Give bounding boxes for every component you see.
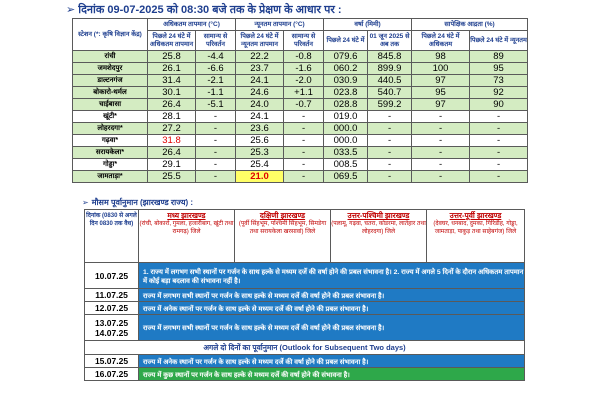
cell-max: 26.4 bbox=[148, 147, 196, 159]
cell-rhn: 90 bbox=[470, 99, 528, 111]
cell-minc: - bbox=[284, 171, 324, 183]
cell-r24: 000.0 bbox=[324, 135, 368, 147]
observation-table bbox=[72, 18, 528, 183]
cell-rhx: - bbox=[412, 159, 470, 171]
cell-max: 27.2 bbox=[148, 123, 196, 135]
table-row bbox=[73, 111, 528, 123]
cell-r24: 033.5 bbox=[324, 147, 368, 159]
table-row bbox=[73, 171, 528, 183]
cell-rs: 845.8 bbox=[368, 51, 412, 63]
min-24-header: पिछले 24 घंटे में न्यूनतम तापमान bbox=[236, 31, 284, 51]
cell-min: 25.6 bbox=[236, 135, 284, 147]
date-header: दिनांक (0830 से अगले दिन 0830 तक वैध) bbox=[85, 210, 139, 263]
cell-rhx: - bbox=[412, 135, 470, 147]
cell-rhx: 98 bbox=[412, 51, 470, 63]
forecast-table bbox=[84, 209, 525, 381]
table-row bbox=[73, 159, 528, 171]
forecast-text: 1. राज्य में लगभग सभी स्थानों पर गर्जन के साथ हल्के से मध्यम दर्जे की वर्षा होने की प्रबल संभावना है। 2. राज्य में अगले 5 दिनों के दौरान अधिकतम तापमान में कोई बड़ा बदलाव की संभावना नहीं है। bbox=[139, 263, 525, 289]
northeast-districts: (देवघर, धनबाद, दुमका, गिरिडीह, गोड्डा, जामताड़ा, पाकुड़ तथा साहेबगंज) जिले bbox=[433, 221, 518, 235]
forecast-row bbox=[85, 263, 525, 289]
cell-rs: - bbox=[368, 147, 412, 159]
cell-minc: - bbox=[284, 147, 324, 159]
cell-rs: 540.7 bbox=[368, 87, 412, 99]
table-row bbox=[73, 63, 528, 75]
cell-rhn: - bbox=[470, 123, 528, 135]
arrow-icon: ➢ bbox=[66, 4, 76, 16]
cell-station: सरायकेला* bbox=[73, 147, 148, 159]
max-temp-header: अधिकतम तापमान (°C) bbox=[148, 19, 236, 31]
forecast-row bbox=[85, 302, 525, 315]
cell-r24: 060.2 bbox=[324, 63, 368, 75]
table-row bbox=[73, 147, 528, 159]
cell-maxc: - bbox=[196, 147, 236, 159]
cell-r24: 069.5 bbox=[324, 171, 368, 183]
cell-rs: 440.5 bbox=[368, 75, 412, 87]
cell-max: 28.1 bbox=[148, 111, 196, 123]
cell-maxc: -5.1 bbox=[196, 99, 236, 111]
table-row bbox=[73, 51, 528, 63]
rain-24-header: पिछले 24 घंटे में bbox=[324, 31, 368, 51]
cell-station: बोकारो-थर्मल bbox=[73, 87, 148, 99]
central-header bbox=[139, 210, 235, 263]
cell-rhn: 73 bbox=[470, 75, 528, 87]
cell-max: 25.8 bbox=[148, 51, 196, 63]
cell-rhx: - bbox=[412, 147, 470, 159]
cell-min: 22.2 bbox=[236, 51, 284, 63]
cell-maxc: -2.1 bbox=[196, 75, 236, 87]
cell-maxc: - bbox=[196, 135, 236, 147]
cell-rhn: - bbox=[470, 159, 528, 171]
cell-min: 23.7 bbox=[236, 63, 284, 75]
cell-rhx: 97 bbox=[412, 99, 470, 111]
cell-min: 23.6 bbox=[236, 123, 284, 135]
cell-max: 30.1 bbox=[148, 87, 196, 99]
cell-min: 25.3 bbox=[236, 147, 284, 159]
cell-rhx: - bbox=[412, 123, 470, 135]
station-header: स्टेशन (*: कृषि विज्ञान केंद्र) bbox=[73, 19, 148, 51]
forecast-date: 10.07.25 bbox=[85, 263, 139, 289]
outlook-row bbox=[85, 355, 525, 368]
cell-min: 24.6 bbox=[236, 87, 284, 99]
cell-minc: - bbox=[284, 135, 324, 147]
outlook-date: 16.07.25 bbox=[85, 368, 139, 381]
cell-station: गढ़वा* bbox=[73, 135, 148, 147]
cell-maxc: -4.4 bbox=[196, 51, 236, 63]
cell-rhn: - bbox=[470, 111, 528, 123]
central-region-label: मध्य झारखण्ड bbox=[167, 211, 206, 220]
cell-maxc: - bbox=[196, 123, 236, 135]
cell-r24: 030.9 bbox=[324, 75, 368, 87]
cell-max: 29.1 bbox=[148, 159, 196, 171]
observation-heading: ➢ दिनांक 09-07-2025 को 08:30 बजे तक के प्रेक्षण के आधार पर : bbox=[66, 4, 342, 16]
cell-minc: -0.7 bbox=[284, 99, 324, 111]
cell-maxc: - bbox=[196, 111, 236, 123]
cell-min: 21.0 bbox=[236, 171, 284, 183]
cell-r24: 008.5 bbox=[324, 159, 368, 171]
min-temp-header: न्यूनतम तापमान (°C) bbox=[236, 19, 324, 31]
cell-maxc: -6.6 bbox=[196, 63, 236, 75]
outlook-row bbox=[85, 368, 525, 381]
forecast-date: 13.07.25 14.07.25 bbox=[85, 315, 139, 341]
cell-max: 31.4 bbox=[148, 75, 196, 87]
cell-max: 31.8 bbox=[148, 135, 196, 147]
cell-r24: 023.8 bbox=[324, 87, 368, 99]
cell-maxc: -1.1 bbox=[196, 87, 236, 99]
cell-rhx: 95 bbox=[412, 87, 470, 99]
cell-station: जामताड़ा* bbox=[73, 171, 148, 183]
cell-rhn: 92 bbox=[470, 87, 528, 99]
outlook-text: राज्य में कुछ स्थानों पर गर्जन के साथ हल्के से मध्यम दर्जे की वर्षा होने की संभावना है। bbox=[139, 368, 525, 381]
rain-since-header: 01 जून 2025 से अब तक bbox=[368, 31, 412, 51]
northeast-region-label: उत्तर-पूर्वी झारखण्ड bbox=[449, 211, 502, 220]
forecast-text: राज्य में अनेक स्थानों पर गर्जन के साथ हल्के से मध्यम दर्जे की वर्षा होने की प्रबल संभावना है। bbox=[139, 302, 525, 315]
cell-station: गोड्डा* bbox=[73, 159, 148, 171]
central-districts: (रांची, बोकारो, गुमला, हजारीबाग, खूंटी तथा रामगढ़) जिले bbox=[139, 221, 234, 235]
cell-station: लोहरदगा* bbox=[73, 123, 148, 135]
south-region-label: दक्षिणी झारखण्ड bbox=[259, 211, 306, 220]
cell-rhx: 100 bbox=[412, 63, 470, 75]
cell-rs: 899.9 bbox=[368, 63, 412, 75]
cell-minc: -0.8 bbox=[284, 51, 324, 63]
northwest-districts: (पलामू, गढ़वा, चतरा, कोडरमा, लातेहार तथा लोहरदगा) जिले bbox=[331, 221, 426, 235]
cell-minc: - bbox=[284, 159, 324, 171]
cell-station: जमशेदपुर bbox=[73, 63, 148, 75]
cell-minc: -2.0 bbox=[284, 75, 324, 87]
cell-rhx: 97 bbox=[412, 75, 470, 87]
northwest-region-label: उत्तर-पश्चिमी झारखण्ड bbox=[347, 211, 410, 220]
cell-rhx: - bbox=[412, 171, 470, 183]
forecast-text: राज्य में लगभग सभी स्थानों पर गर्जन के साथ हल्के से मध्यम दर्जे की वर्षा होने की प्रबल संभावना है। bbox=[139, 289, 525, 302]
cell-station: खूंटी* bbox=[73, 111, 148, 123]
northeast-header bbox=[427, 210, 525, 263]
cell-minc: -1.6 bbox=[284, 63, 324, 75]
cell-max: 25.5 bbox=[148, 171, 196, 183]
forecast-text: राज्य में लगभग सभी स्थानों पर गर्जन के साथ हल्के से मध्यम दर्जे की वर्षा होने की प्रबल संभावना है। bbox=[139, 315, 525, 341]
cell-rhn: 95 bbox=[470, 63, 528, 75]
cell-r24: 019.0 bbox=[324, 111, 368, 123]
cell-station: डाल्टनगंज bbox=[73, 75, 148, 87]
forecast-row bbox=[85, 315, 525, 341]
forecast-row bbox=[85, 289, 525, 302]
outlook-heading-row bbox=[85, 341, 525, 355]
cell-min: 24.1 bbox=[236, 111, 284, 123]
cell-maxc: - bbox=[196, 159, 236, 171]
cell-max: 26.1 bbox=[148, 63, 196, 75]
cell-rs: - bbox=[368, 123, 412, 135]
cell-rs: 599.2 bbox=[368, 99, 412, 111]
cell-station: रांची bbox=[73, 51, 148, 63]
cell-rs: - bbox=[368, 111, 412, 123]
cell-minc: - bbox=[284, 111, 324, 123]
table-row bbox=[73, 135, 528, 147]
northwest-header bbox=[331, 210, 427, 263]
arrow-icon: ➢ bbox=[82, 198, 89, 207]
table-row bbox=[73, 99, 528, 111]
cell-rhn: - bbox=[470, 135, 528, 147]
cell-station: चाईबासा bbox=[73, 99, 148, 111]
cell-r24: 079.6 bbox=[324, 51, 368, 63]
south-districts: (पूर्वी सिंहभूम, पश्चिमी सिंहभूम, सिमडेगा तथा सरायकेला खरसावां) जिले bbox=[238, 221, 327, 235]
table-row bbox=[73, 75, 528, 87]
rh-min-header: पिछले 24 घंटे में न्यूनतम bbox=[470, 31, 528, 51]
cell-rhn: - bbox=[470, 171, 528, 183]
cell-rhn: 89 bbox=[470, 51, 528, 63]
table-row bbox=[73, 123, 528, 135]
cell-rhx: - bbox=[412, 111, 470, 123]
forecast-date: 11.07.25 bbox=[85, 289, 139, 302]
cell-maxc: - bbox=[196, 171, 236, 183]
cell-min: 24.1 bbox=[236, 75, 284, 87]
cell-rs: - bbox=[368, 159, 412, 171]
cell-minc: +1.1 bbox=[284, 87, 324, 99]
max-change-header: सामान्य से परिवर्तन bbox=[196, 31, 236, 51]
cell-rhn: - bbox=[470, 147, 528, 159]
table-row bbox=[73, 87, 528, 99]
cell-max: 26.4 bbox=[148, 99, 196, 111]
cell-r24: 000.0 bbox=[324, 123, 368, 135]
min-change-header: सामान्य से परिवर्तन bbox=[284, 31, 324, 51]
outlook-heading: अगले दो दिनों का पूर्वानुमान (Outlook for Subsequent Two days) bbox=[85, 341, 525, 355]
forecast-date: 12.07.25 bbox=[85, 302, 139, 315]
rain-header: वर्षा (मिमी) bbox=[324, 19, 412, 31]
cell-rs: - bbox=[368, 135, 412, 147]
max-24-header: पिछले 24 घंटे में अधिकतम तापमान bbox=[148, 31, 196, 51]
south-header bbox=[235, 210, 331, 263]
outlook-date: 15.07.25 bbox=[85, 355, 139, 368]
cell-min: 25.4 bbox=[236, 159, 284, 171]
cell-min: 24.0 bbox=[236, 99, 284, 111]
cell-r24: 028.8 bbox=[324, 99, 368, 111]
cell-rs: - bbox=[368, 171, 412, 183]
rh-max-header: पिछले 24 घंटे में अधिकतम bbox=[412, 31, 470, 51]
cell-minc: - bbox=[284, 123, 324, 135]
rh-header: सापेक्षिक आद्रता (%) bbox=[412, 19, 528, 31]
outlook-text: राज्य में अनेक स्थानों पर गर्जन के साथ हल्के से मध्यम दर्जे की वर्षा होने की प्रबल संभावना है। bbox=[139, 355, 525, 368]
forecast-heading: ➢ मौसम पूर्वानुमान (झारखण्ड राज्य) : bbox=[82, 198, 194, 207]
